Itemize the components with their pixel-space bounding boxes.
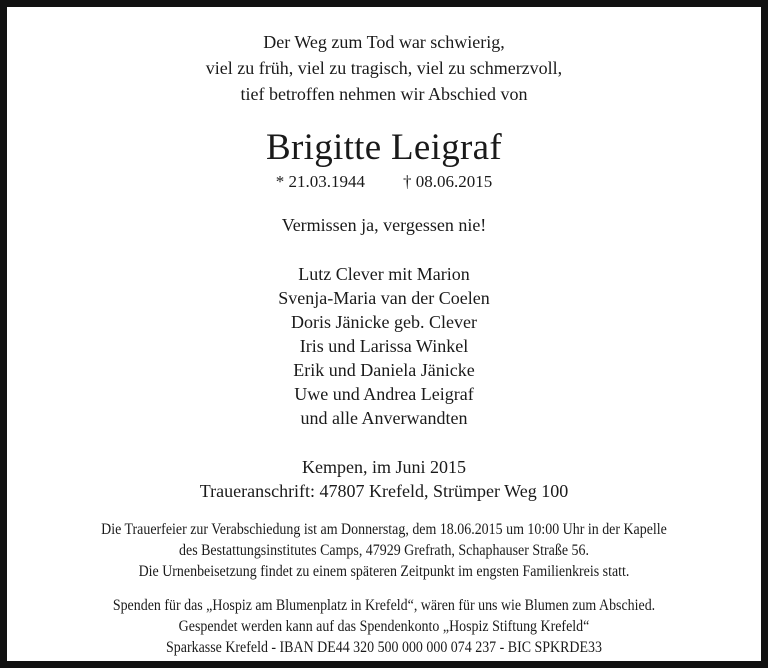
death-date: † 08.06.2015 [403, 172, 493, 191]
mourner-line: Svenja-Maria van der Coelen [278, 288, 490, 308]
donation-line: Gespendet werden kann auf das Spendenkonto „Hospiz Stiftung Krefeld“ [178, 618, 590, 635]
place-date: Kempen, im Juni 2015 [302, 457, 466, 477]
deceased-name: Brigitte Leigraf [266, 127, 502, 168]
mourner-line: Uwe und Andrea Leigraf [294, 384, 474, 404]
bank-details: Sparkasse Krefeld - IBAN DE44 320 500 000 000 074 237 - BIC SPKRDE33 [166, 639, 602, 656]
mourner-line: Lutz Clever mit Marion [298, 264, 470, 284]
mourner-line: Erik und Daniela Jänicke [293, 360, 475, 380]
intro-line: Der Weg zum Tod war schwierig, [263, 32, 505, 52]
mourner-line: Iris und Larissa Winkel [299, 336, 469, 356]
ceremony-line: Die Urnenbeisetzung findet zu einem späteren Zeitpunkt im engsten Familienkreis statt. [138, 563, 630, 580]
intro-line: tief betroffen nehmen wir Abschied von [240, 84, 528, 104]
ceremony-line: Die Trauerfeier zur Verabschiedung ist am Donnerstag, dem 18.06.2015 um 10:00 Uhr in der Kapelle [101, 521, 667, 538]
life-dates [7, 172, 761, 192]
donation-line: Spenden für das „Hospiz am Blumenplatz in Krefeld“, wären für uns wie Blumen zum Abschied. [112, 597, 656, 614]
mourning-address: Traueranschrift: 47807 Krefeld, Strümper Weg 100 [199, 481, 569, 501]
intro-line: viel zu früh, viel zu tragisch, viel zu schmerzvoll, [205, 58, 563, 78]
mourner-line: Doris Jänicke geb. Clever [291, 312, 477, 332]
motto: Vermissen ja, vergessen nie! [281, 215, 487, 235]
mourner-line: und alle Anverwandten [300, 408, 468, 428]
ceremony-line: des Bestattungsinstitutes Camps, 47929 Grefrath, Schaphauser Straße 56. [179, 542, 589, 559]
birth-date: * 21.03.1944 [275, 172, 365, 191]
